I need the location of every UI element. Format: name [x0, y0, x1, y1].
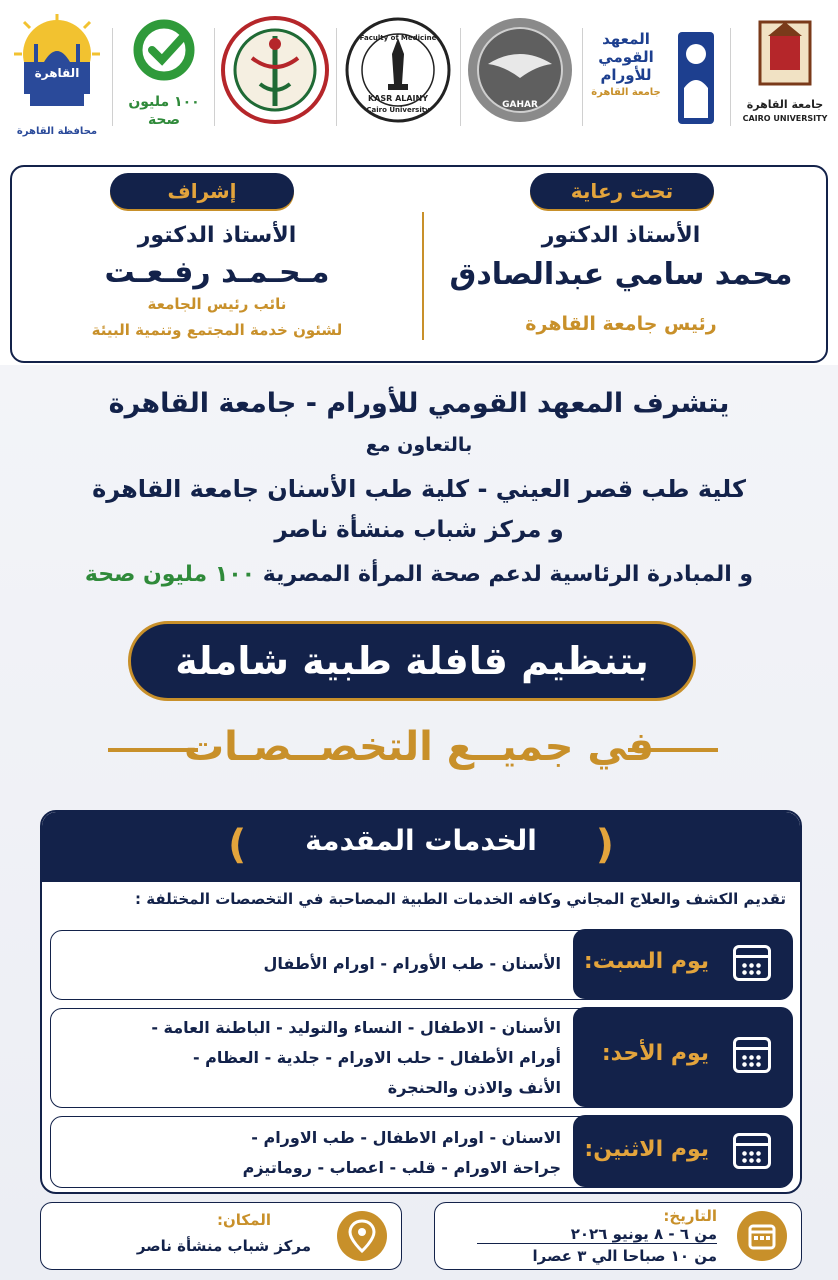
nci-figure-icon — [672, 28, 720, 128]
kasr-alainy-logo — [344, 14, 452, 140]
announcement-line4: و مركز شباب منشأة ناصر — [274, 517, 564, 543]
kasr-alainy-top-text: Faculty of Medicine — [359, 34, 437, 42]
calendar-icon — [733, 1133, 771, 1169]
day-row-sunday — [50, 1008, 792, 1108]
nci-line2: القومي — [598, 48, 654, 66]
cairo-university-en: CAIRO UNIVERSITY — [742, 114, 828, 123]
location-pin-icon — [337, 1211, 387, 1261]
caravan-banner: بتنظيم قافلة طبية شاملة — [128, 621, 696, 701]
supervisor-title: الأستاذ الدكتور — [137, 223, 297, 248]
announcement-line2: بالتعاون مع — [365, 434, 473, 456]
day-tag-monday — [573, 1115, 793, 1187]
place-info-box — [40, 1202, 402, 1270]
health-100m-logo — [124, 14, 204, 140]
time-range: من ١٠ صباحا الي ٣ عصرا — [532, 1247, 717, 1265]
nci-line1: المعهد — [602, 30, 650, 48]
day-label-sunday: يوم الأحد: — [601, 1041, 709, 1066]
logo-divider — [112, 28, 113, 126]
date-title: التاريخ: — [663, 1207, 717, 1225]
date-separator — [477, 1243, 717, 1244]
logo-divider — [582, 28, 583, 126]
announcement-line1: يتشرف المعهد القومي للأورام - جامعة القاهرة — [108, 388, 730, 419]
day-specialties-monday — [61, 1123, 561, 1183]
announcement-line5-highlight: ١٠٠ مليون صحة — [84, 562, 256, 587]
place-text: مركز شباب منشأة ناصر — [136, 1237, 311, 1255]
specialties-subtitle: في جميــع التخصــصـات — [183, 724, 655, 770]
health-100m-line1: ١٠٠ مليون — [128, 94, 200, 110]
logo-divider — [336, 28, 337, 126]
cairo-governorate-logo — [14, 14, 100, 140]
patron-divider — [422, 212, 424, 340]
day-specialties-line: جراحة الاورام - قلب - اعصاب - روماتيزم — [242, 1158, 561, 1177]
nci-line4: جامعة القاهرة — [591, 87, 661, 98]
patron-role: رئيس جامعة القاهرة — [525, 313, 717, 335]
announcement-line5-main: و المبادرة الرئاسية لدعم صحة المرأة المصرية — [262, 562, 754, 587]
patron-title: الأستاذ الدكتور — [541, 223, 701, 248]
health-100m-line2: صحة — [147, 112, 181, 128]
day-specialties-sunday — [61, 1013, 561, 1103]
day-row-saturday — [50, 930, 792, 1000]
supervision-label: إشراف — [110, 173, 294, 209]
announcement-line3: كلية طب قصر العيني - كلية طب الأسنان جامعة القاهرة — [92, 475, 746, 503]
national-cancer-institute-logo — [588, 14, 720, 140]
cairo-university-logo — [742, 14, 828, 140]
day-label-saturday: يوم السبت: — [583, 949, 709, 974]
calendar-icon — [733, 945, 771, 981]
patron-name: محمد سامي عبدالصادق — [449, 257, 793, 292]
services-panel — [40, 810, 802, 1194]
dental-faculty-seal-icon — [220, 14, 330, 126]
day-specialties-saturday — [61, 949, 561, 979]
services-title: الخدمات المقدمة — [305, 824, 537, 857]
supervisor-role-line1: نائب رئيس الجامعة — [147, 295, 287, 313]
day-tag-saturday — [573, 929, 793, 999]
day-specialties-line: الأسنان - طب الأورام - اورام الأطفال — [263, 954, 561, 973]
date-range: من ٦ - ٨ يونيو ٢٠٢٦ — [570, 1225, 717, 1243]
supervisor-role-line2: لشئون خدمة المجتمع وتنمية البيئة — [91, 321, 343, 339]
day-specialties-line: الأسنان - الاطفال - النساء والتوليد - الباطنة العامة - — [151, 1018, 561, 1037]
logo-divider — [214, 28, 215, 126]
kasr-alainy-bottom-text: Cairo University — [366, 106, 430, 114]
day-row-monday — [50, 1116, 792, 1188]
cairo-governorate-emblem-text: القاهرة — [34, 66, 80, 80]
logo-strip — [0, 0, 838, 160]
day-tag-sunday — [573, 1007, 793, 1107]
cairo-governorate-caption: محافظة القاهرة — [16, 126, 98, 137]
day-label-monday: يوم الاثنين: — [584, 1137, 709, 1162]
patronage-card — [10, 165, 828, 363]
calendar-icon — [733, 1037, 771, 1073]
day-specialties-line: الاسنان - اورام الاطفال - طب الاورام - — [251, 1128, 561, 1147]
check-circle-icon — [124, 14, 204, 84]
services-intro: تقديم الكشف والعلاج المجاني وكافه الخدمات الطبية المصاحبة في التخصصات المختلفة : — [135, 890, 786, 908]
cairo-university-ar: جامعة القاهرة — [746, 98, 824, 111]
bracket-left-icon: ) — [228, 822, 247, 868]
announcement-line5 — [0, 562, 838, 587]
gahar-caption: GAHAR — [502, 100, 538, 110]
cairo-university-emblem-icon — [742, 14, 828, 94]
logo-divider — [730, 28, 731, 126]
supervisor-name: مـحـمـد رفـعـت — [104, 255, 330, 290]
patronage-label: تحت رعاية — [530, 173, 714, 209]
place-title: المكان: — [217, 1211, 271, 1229]
kasr-alainy-name: KASR ALAINY — [367, 94, 429, 103]
nci-line3: للأورام — [600, 66, 652, 84]
dental-faculty-logo — [220, 14, 330, 140]
day-specialties-line: أورام الأطفال - حلب الاورام - جلدية - العظام - — [192, 1048, 561, 1067]
gahar-logo — [466, 14, 574, 140]
calendar-badge-icon — [737, 1211, 787, 1261]
logo-divider — [460, 28, 461, 126]
date-info-box — [434, 1202, 802, 1270]
day-specialties-line: الأنف والاذن والحنجرة — [387, 1078, 561, 1097]
bracket-right-icon: ( — [595, 822, 614, 868]
